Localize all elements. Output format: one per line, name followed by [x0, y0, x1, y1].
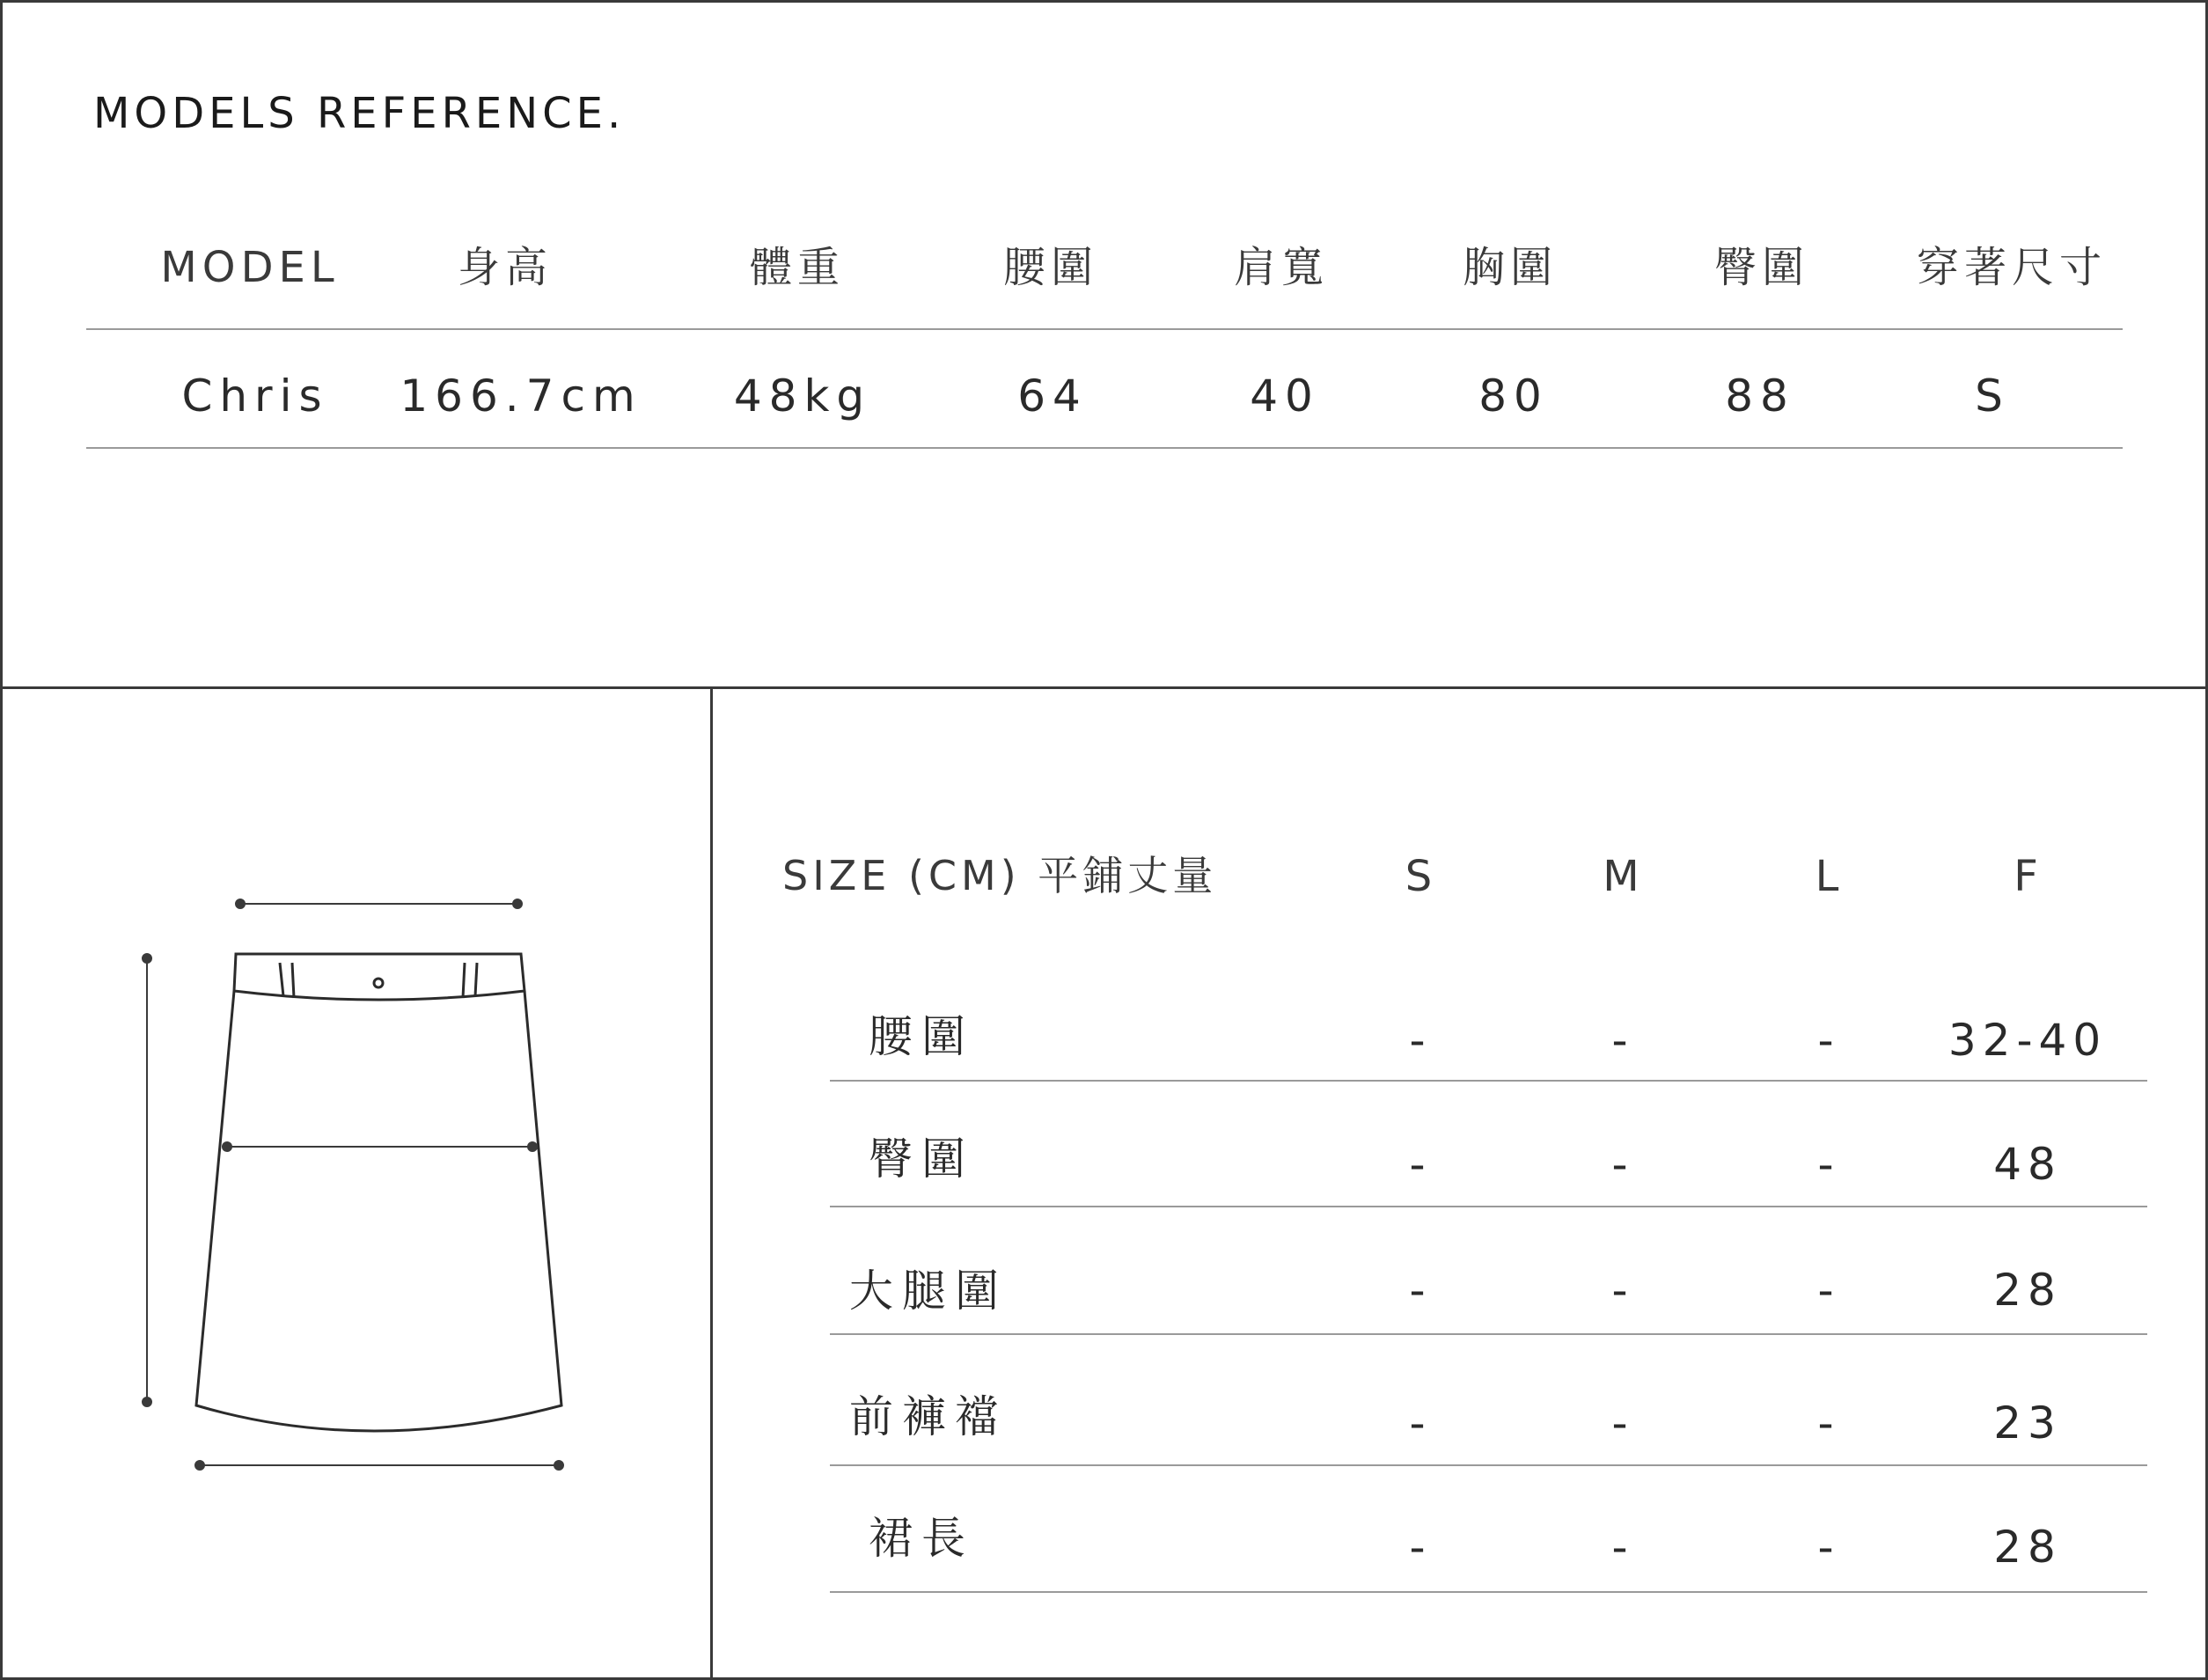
size-row-label: 臀圍 — [869, 1133, 974, 1185]
size-row-value-f: 48 — [1993, 1139, 2062, 1190]
model-weight: 48kg — [733, 370, 872, 422]
models-reference-title: MODELS REFERENCE. — [93, 89, 626, 138]
skirt-measurement-diagram-icon — [132, 889, 590, 1487]
col-header-hip: 臀圍 — [1713, 243, 1810, 292]
col-header-worn-size: 穿著尺寸 — [1916, 243, 2108, 292]
col-header-model: MODEL — [160, 243, 340, 292]
model-worn-size: S — [1975, 370, 2010, 422]
size-row-value-s: - — [1409, 1522, 1432, 1573]
size-row-label: 大腿圍 — [849, 1266, 1008, 1317]
size-row-value-l: - — [1817, 1265, 1840, 1316]
col-header-height: 身高 — [457, 243, 554, 292]
col-header-shoulder: 肩寬 — [1233, 243, 1330, 292]
size-table-header-label: SIZE (CM) 平鋪丈量 — [782, 852, 1218, 899]
model-chest: 80 — [1478, 370, 1549, 422]
model-name: Chris — [181, 370, 329, 422]
size-row-divider — [830, 1333, 2147, 1335]
size-row-divider — [830, 1206, 2147, 1207]
size-row-value-m: - — [1611, 1522, 1634, 1573]
size-row-value-m: - — [1611, 1265, 1634, 1316]
size-col-m: M — [1603, 852, 1643, 901]
size-col-l: L — [1815, 852, 1843, 901]
col-header-weight: 體重 — [749, 243, 846, 292]
size-row-divider — [830, 1080, 2147, 1082]
size-row-value-l: - — [1817, 1522, 1840, 1573]
size-row-value-m: - — [1611, 1015, 1634, 1066]
size-row-value-f: 28 — [1993, 1265, 2062, 1316]
size-row-label: 前褲襠 — [849, 1391, 1008, 1442]
size-row-value-f: 32-40 — [1948, 1015, 2108, 1066]
model-height: 166.7cm — [400, 370, 642, 422]
size-row-divider — [830, 1591, 2147, 1593]
model-hip: 88 — [1725, 370, 1795, 422]
models-row-divider — [86, 447, 2123, 449]
size-row-value-f: 23 — [1993, 1398, 2062, 1449]
models-header-divider — [86, 328, 2123, 330]
size-row-label: 腰圍 — [869, 1011, 974, 1062]
size-col-f: F — [2014, 852, 2042, 901]
model-shoulder: 40 — [1250, 370, 1320, 422]
size-row-value-l: - — [1817, 1139, 1840, 1190]
size-row-value-f: 28 — [1993, 1522, 2062, 1573]
size-row-value-l: - — [1817, 1398, 1840, 1449]
size-row-value-s: - — [1409, 1398, 1432, 1449]
size-row-divider — [830, 1464, 2147, 1466]
col-header-chest: 胸圍 — [1462, 243, 1559, 292]
model-waist: 64 — [1017, 370, 1088, 422]
size-row-label: 裙長 — [869, 1513, 974, 1564]
size-row-value-s: - — [1409, 1015, 1432, 1066]
size-row-value-m: - — [1611, 1139, 1634, 1190]
size-col-s: S — [1405, 852, 1436, 901]
col-header-waist: 腰圍 — [1002, 243, 1099, 292]
size-row-value-s: - — [1409, 1265, 1432, 1316]
size-row-value-s: - — [1409, 1139, 1432, 1190]
size-row-value-m: - — [1611, 1398, 1634, 1449]
size-row-value-l: - — [1817, 1015, 1840, 1066]
